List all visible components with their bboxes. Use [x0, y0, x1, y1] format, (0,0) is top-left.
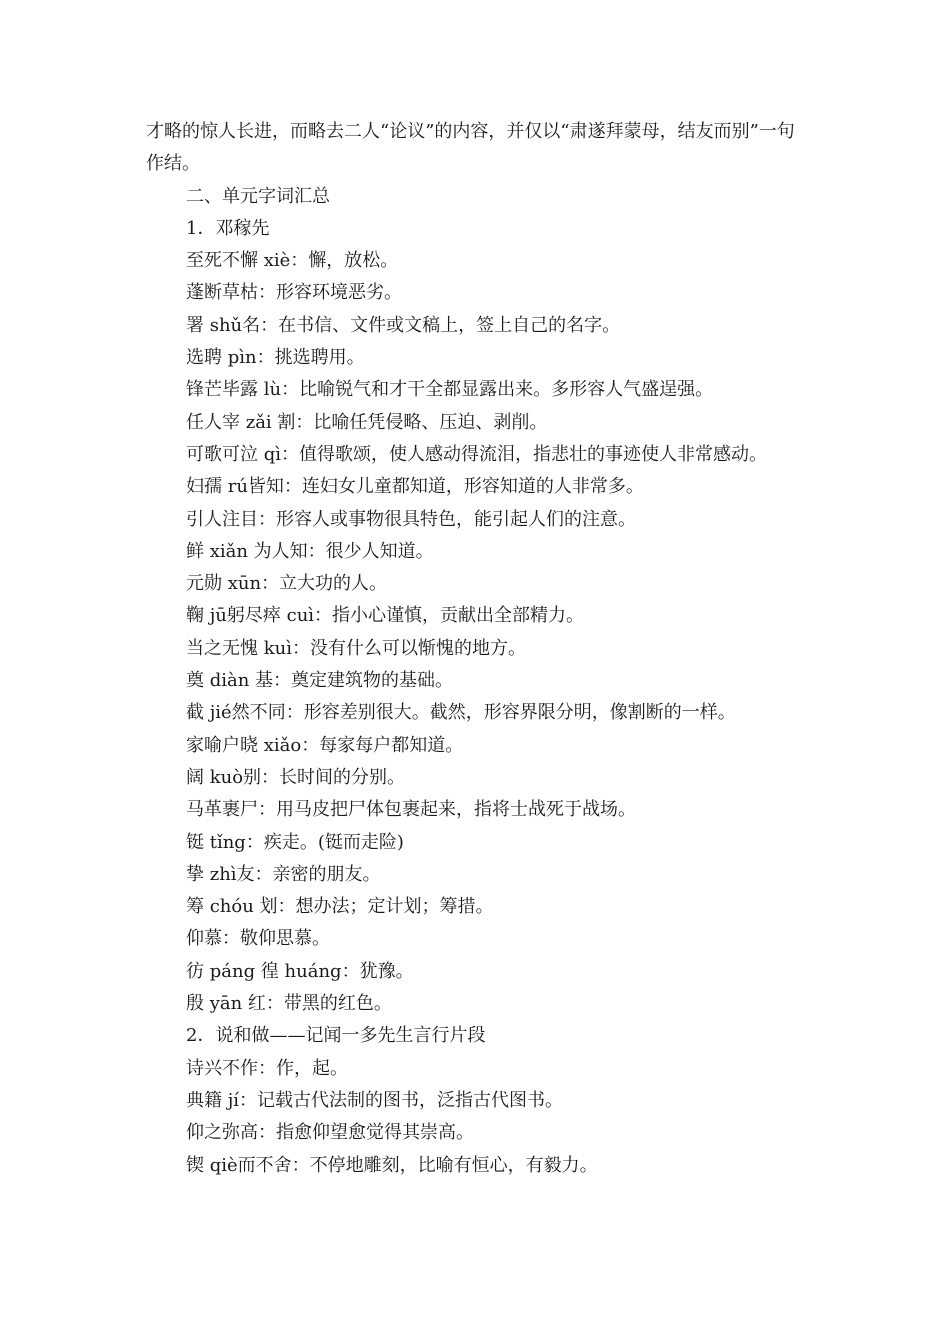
vocab-entry: 马革裹尸：用马皮把尸体包裹起来，指将士战死于战场。 — [186, 799, 636, 821]
vocab-entry: 署 shǔ名：在书信、文件或文稿上，签上自己的名字。 — [186, 314, 621, 336]
vocab-entry: 可歌可泣 qì：值得歌颂，使人感动得流泪，指悲壮的事迹使人非常感动。 — [186, 443, 767, 465]
vocab-entry: 家喻户晓 xiǎo：每家每户都知道。 — [186, 734, 464, 756]
vocab-entry: 至死不懈 xiè：懈，放松。 — [186, 250, 399, 272]
vocab-entry: 仰慕：敬仰思慕。 — [186, 928, 330, 950]
document-body — [146, 116, 810, 1182]
vocab-entry: 彷 páng 徨 huáng：犹豫。 — [186, 960, 414, 982]
vocab-entry: 引人注目：形容人或事物很具特色，能引起人们的注意。 — [186, 508, 636, 530]
vocab-entry: 蓬断草枯：形容环境恶劣。 — [186, 282, 402, 304]
vocab-entry: 鲜 xiǎn 为人知：很少人知道。 — [186, 540, 434, 562]
vocab-entry: 任人宰 zǎi 割：比喻任凭侵略、压迫、剥削。 — [186, 411, 548, 433]
vocab-entry: 鞠 jū躬尽瘁 cuì：指小心谨慎，贡献出全部精力。 — [186, 605, 585, 627]
subsection-heading: 2．说和做——记闻一多先生言行片段 — [186, 1025, 486, 1047]
vocab-entry: 铤 tǐng：疾走。(铤而走险) — [186, 831, 404, 853]
vocab-entry: 典籍 jí：记载古代法制的图书，泛指古代图书。 — [186, 1089, 564, 1111]
vocab-entry: 仰之弥高：指愈仰望愈觉得其崇高。 — [186, 1122, 474, 1144]
vocab-entry: 奠 diàn 基：奠定建筑物的基础。 — [186, 670, 454, 692]
vocab-entry: 殷 yān 红：带黑的红色。 — [186, 993, 392, 1015]
vocab-entry: 锲 qiè而不舍：不停地雕刻，比喻有恒心，有毅力。 — [186, 1154, 598, 1176]
vocab-entry: 当之无愧 kuì：没有什么可以惭愧的地方。 — [186, 637, 526, 659]
section-heading: 二、单元字词汇总 — [186, 185, 330, 207]
paragraph-continuation: 才略的惊人长进，而略去二人“论议”的内容，并仅以“肃遂拜蒙母，结友而别”一句作结。 — [146, 121, 795, 175]
vocab-entry: 妇孺 rú皆知：连妇女儿童都知道，形容知道的人非常多。 — [186, 476, 644, 498]
vocab-entry: 截 jié然不同：形容差别很大。截然，形容界限分明，像割断的一样。 — [186, 702, 736, 724]
vocab-entry: 元勋 xūn：立大功的人。 — [186, 573, 388, 595]
vocab-entry: 筹 chóu 划：想办法；定计划；筹措。 — [186, 896, 494, 918]
vocab-entry: 阔 kuò别：长时间的分别。 — [186, 766, 406, 788]
vocab-entry: 诗兴不作：作，起。 — [186, 1057, 348, 1079]
vocab-entry: 挚 zhì友：亲密的朋友。 — [186, 863, 381, 885]
subsection-heading: 1．邓稼先 — [186, 217, 270, 239]
vocab-entry: 锋芒毕露 lù：比喻锐气和才干全都显露出来。多形容人气盛逞强。 — [186, 379, 714, 401]
vocab-entry: 选聘 pìn：挑选聘用。 — [186, 347, 365, 369]
